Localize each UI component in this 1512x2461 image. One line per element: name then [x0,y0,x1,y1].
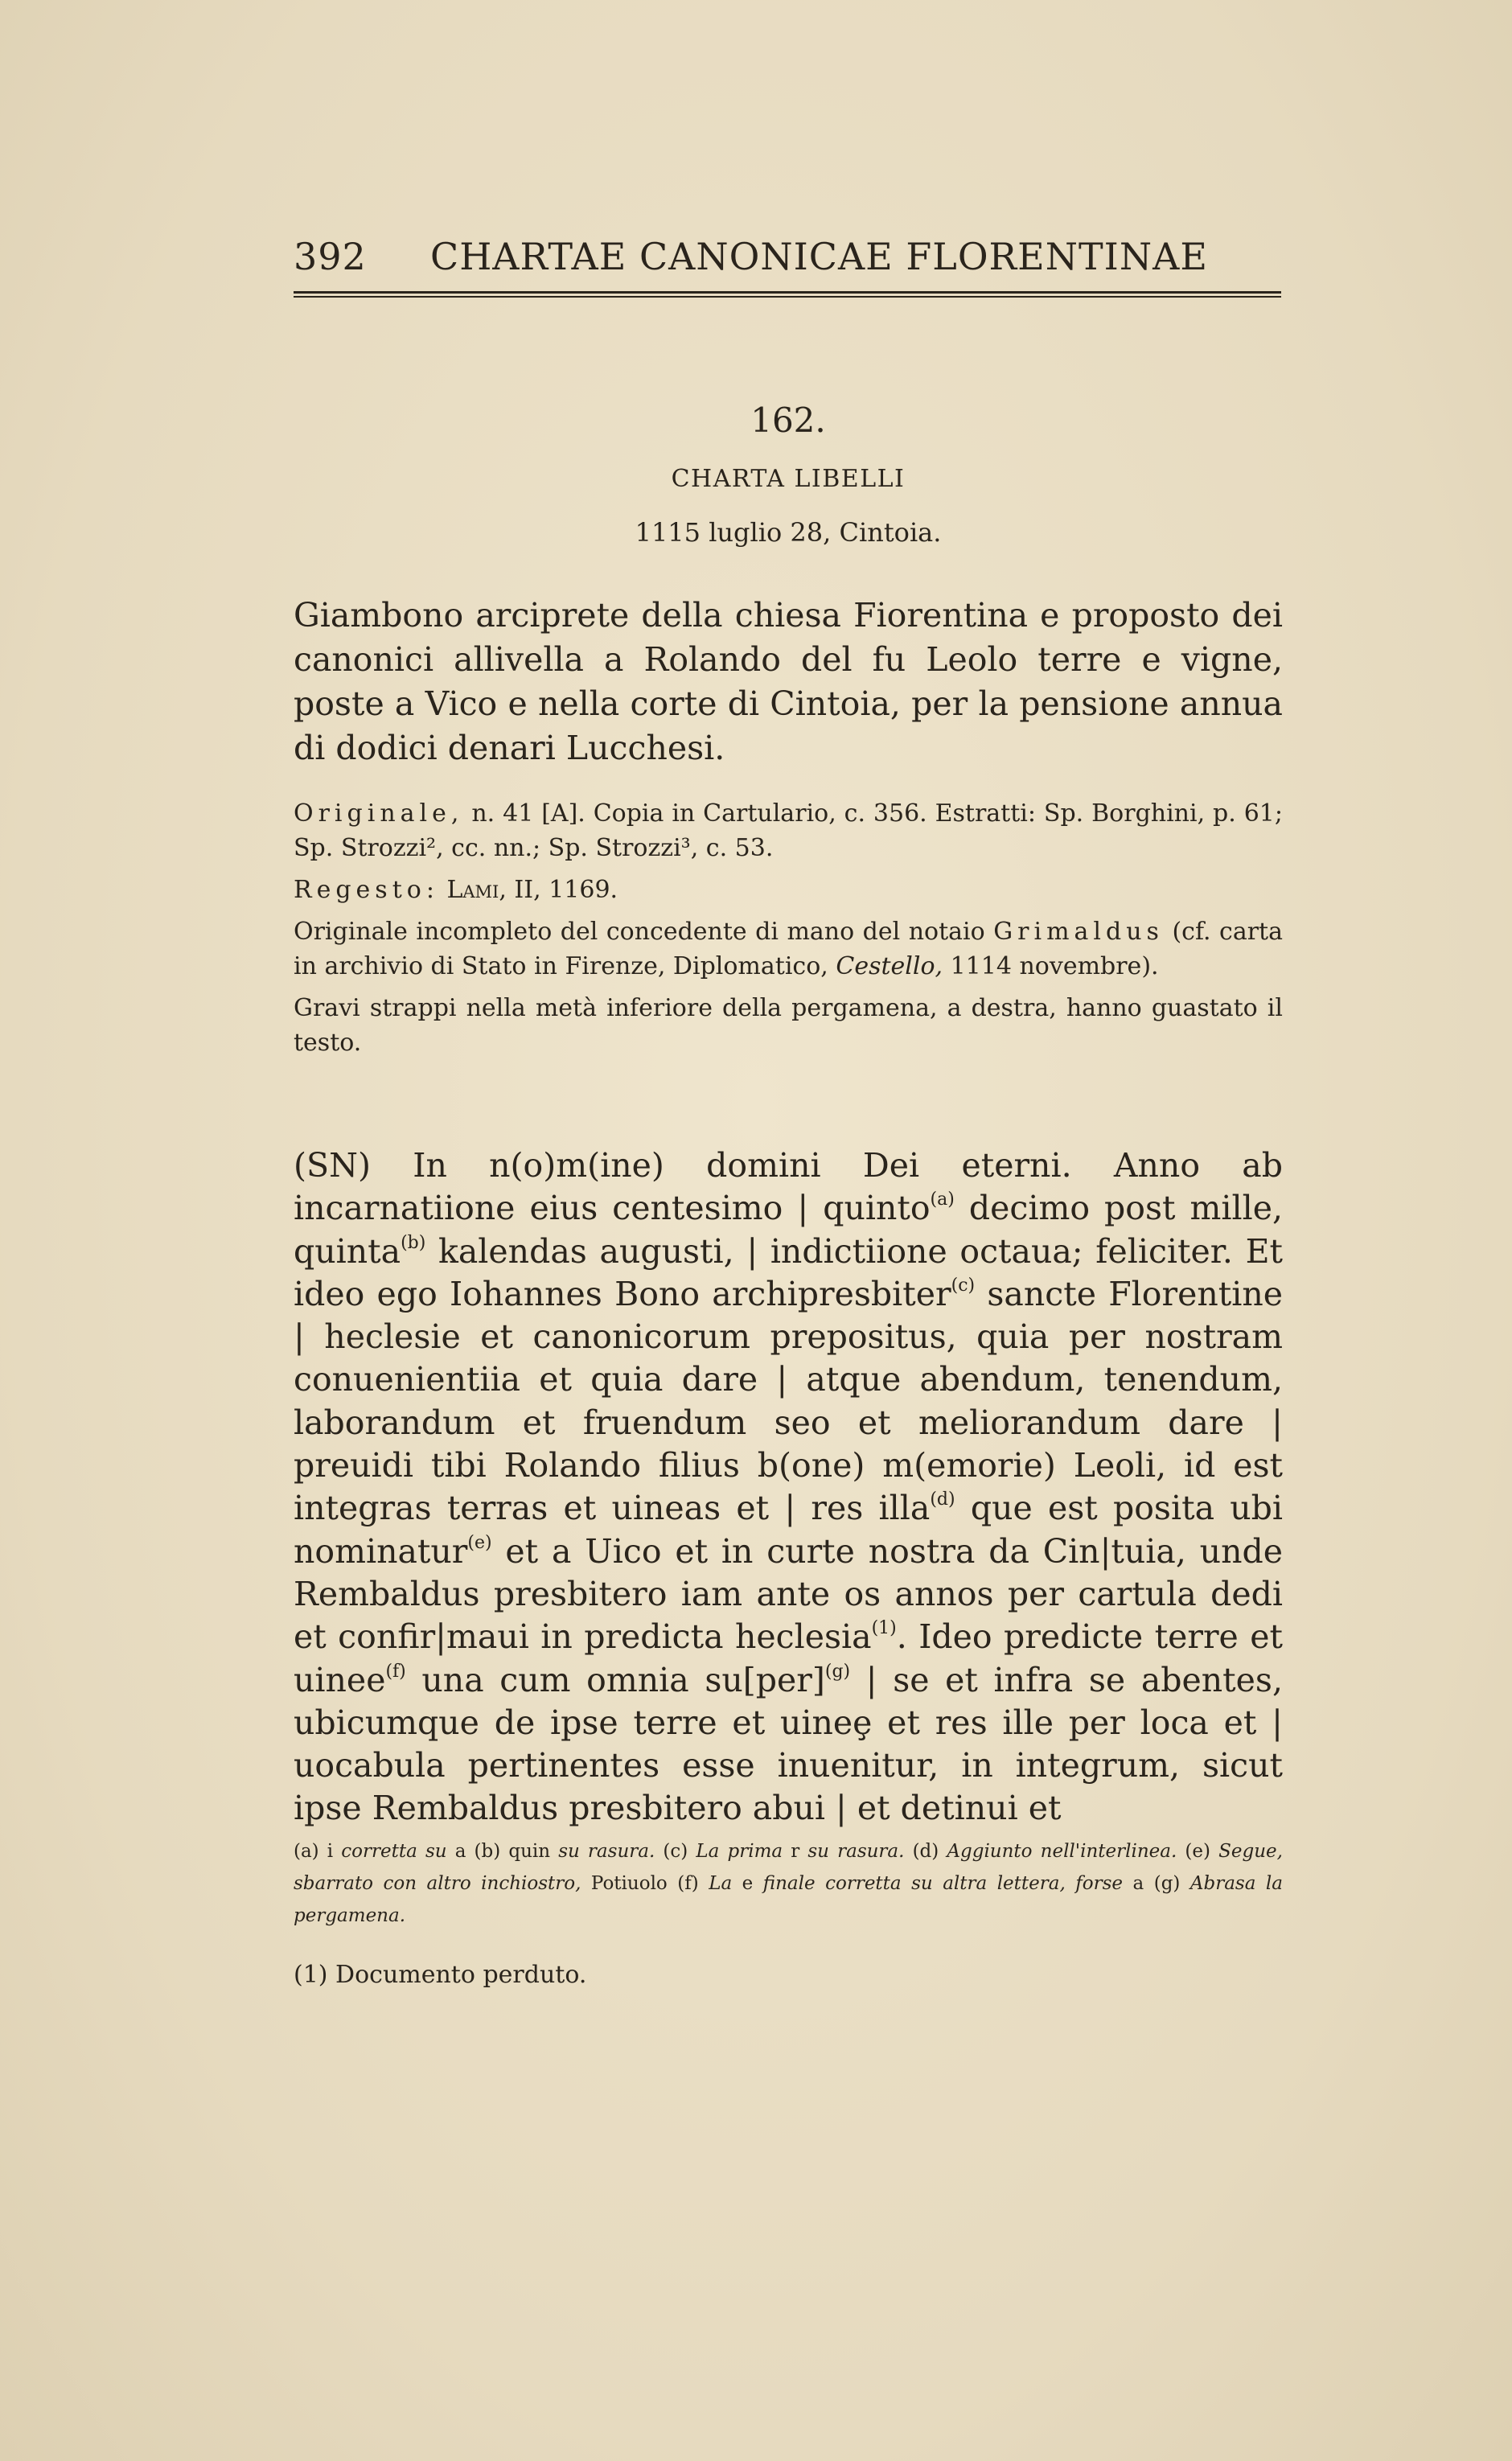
text-segment: (SN) In n(o)m(ine) domini Dei eterni. Anno ab incarnatiione eius centesimo | quinto [294,1146,1283,1228]
header-rule [294,291,1281,294]
regesto-text: , II, 1169. [499,876,618,904]
note-original-c: 1114 novembre). [943,952,1159,980]
footnote-mark: (1) [871,1618,897,1639]
running-title: CHARTAE CANONICAE FLORENTINAE [430,235,1208,278]
apparatus-italic: corretta su [341,1841,447,1862]
note-damage: Gravi strappi nella metà inferiore della pergamena, a destra, hanno guastato il testo. [294,994,1283,1057]
regesto-label: Regesto: [294,876,439,904]
apparatus-italic: Aggiunto nell'interlinea. [947,1841,1177,1862]
apparatus-italic: su rasura. [558,1841,655,1862]
tradition-sources [294,796,1283,865]
apparatus-italic: La prima [696,1841,783,1862]
document-date-place: 1115 luglio 28, Cintoia. [635,517,942,548]
originale-text: n. 41 [A]. Copia in Cartulario, c. 356. [463,799,935,828]
apparatus-mark: (a) [930,1189,955,1210]
running-header [294,235,1283,291]
document-type: CHARTA LIBELLI [671,465,906,493]
apparatus-mark: (g) [824,1661,851,1682]
header-rule-thin [294,296,1281,298]
apparatus-text: a (g) [1123,1873,1190,1894]
originale-label: Originale, [294,799,464,828]
text-segment: | se et infra se abentes, ubicumque de ipse terre et uineȩ et res ille per loca et | uocabula pertinentes esse inuenitur, in integrum, sicut ipse Rembaldus presbitero abui | et detinui et [294,1660,1283,1828]
estratti-label: Estratti: [935,799,1036,828]
apparatus-text: r [783,1841,808,1862]
apparatus-italic: La [709,1873,733,1894]
document-summary: Giambono arciprete della chiesa Fiorentina e proposto dei canonici allivella a Rolando del fu Leolo terre e vigne, poste a Vico e nella corte di Cintoia, per la pensione annua di dodici denari Lucchesi. [294,596,1283,767]
regesto-line [294,873,1283,907]
text-segment: sancte Florentine | heclesie et canonicorum prepositus, quia per nostram conuenientiia et quia dare | atque abendum, tenendum, laborandum et fruendum seo et meliorandum dare | preuidi tibi Rolando filius b(one) m(emorie) Leoli, id est integras terras et uineas et | res illa [294,1274,1283,1528]
apparatus-text: a (b) quin [446,1841,559,1862]
apparatus-italic: su rasura. [807,1841,905,1862]
apparatus-mark: (f) [385,1661,406,1682]
apparatus-mark: (e) [467,1532,492,1553]
critical-apparatus [294,1835,1283,1932]
note-original-b: (cf. carta in archivio di Stato in Firenze, Diplomatico, [294,918,1283,980]
apparatus-mark: (c) [951,1275,976,1296]
tradition-notes [294,796,1283,1060]
page-number: 392 [294,235,367,278]
regesto-author: Lami [446,876,499,904]
footnote: (1) Documento perduto. [294,1961,587,1989]
apparatus-mark: (d) [930,1489,955,1510]
text-segment: decimo post mille, quinta [294,1189,1283,1271]
text-segment: una cum omnia su[per] [405,1660,825,1699]
apparatus-text: (d) [904,1841,947,1862]
text-segment: et a Uico et in curte nostra da Cin|tuia, unde Rembaldus presbitero iam ante os annos per cartula dedi et confir|maui in predicta heclesia [294,1531,1283,1657]
apparatus-text: (e) [1177,1841,1219,1862]
charter-text [294,1144,1283,1830]
apparatus-text: e [732,1873,763,1894]
text-segment: kalendas augusti, | indictiione octaua; feliciter. Et ideo ego Iohannes Bono archipresbiter [294,1231,1283,1313]
text-segment: . Ideo predicte terre et uinee [294,1617,1283,1699]
apparatus-italic: Segue, sbarrato con altro inchiostro, [294,1841,1283,1894]
apparatus-text: (a) i [294,1841,342,1862]
apparatus-italic: Abrasa la pergamena. [294,1873,1283,1926]
note-original-a: Originale incompleto del concedente di mano del notaio [294,918,994,946]
document-number: 162. [750,401,826,440]
apparatus-text: Potiuolo (f) [581,1873,709,1894]
apparatus-text: (c) [655,1841,696,1862]
apparatus-mark: (b) [401,1232,426,1253]
text-segment: que est posita ubi nominatur [294,1489,1284,1571]
note-original-italic: Cestello, [836,952,943,980]
note-original [294,914,1283,984]
notary-name: Grimaldus [993,918,1164,946]
estratti-text: Sp. Borghini, p. 61; Sp. Strozzi², cc. nn.; Sp. Strozzi³, c. 53. [294,799,1283,862]
apparatus-italic: finale corretta su altra lettera, forse [762,1873,1124,1894]
